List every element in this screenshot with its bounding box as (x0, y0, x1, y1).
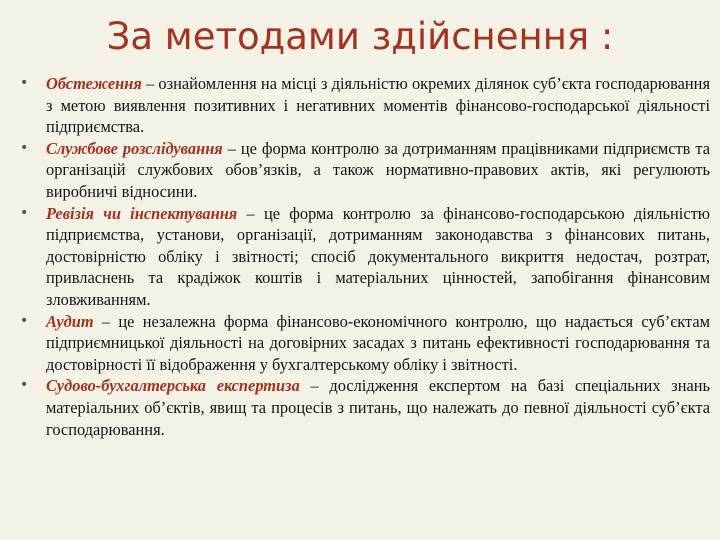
term-label: Судово-бухгалтерська експертиза (46, 376, 300, 396)
term-definition: – це форма контролю за дотриманням працівниками підприємств та організацій службових обов’язків, а також нормативно-правових актів, які регулюють виробничі відносини. (46, 138, 710, 201)
bullet-icon: • (20, 139, 29, 156)
bullet-list (20, 73, 710, 440)
term-label: Ревізія чи інспектування (46, 203, 238, 223)
list-item-audyt (20, 311, 710, 376)
term-definition: – це форма контролю за фінансово-господарською діяльністю підприємства, установи, організації, дотриманням законодавства з фінансових питань, достовірністю обліку і звітності; спосіб документального викриття недостач, розтрат, привласнень та крадіжок коштів і матеріальних цінностей, запобігання фінансовим зловживанням. (46, 203, 711, 309)
bullet-icon: • (20, 75, 29, 91)
term-label: Службове розслідування (46, 138, 223, 158)
list-item-obstezhennia (20, 73, 710, 138)
term-definition: – ознайомлення на місці з діяльністю окремих ділянок суб’єкта господарювання з метою виявлення позитивних і негативних моментів фінансово-господарської діяльності підприємства. (46, 74, 710, 137)
slide-title: За методами здійснення : (106, 15, 614, 58)
bullet-icon: • (20, 312, 29, 329)
bullet-icon: • (20, 204, 29, 221)
term-definition: – це незалежна форма фінансово-економічного контролю, що надається суб’єктам підприємницької діяльності на договірних засадах з питань ефективності господарювання та достовірності її відображення у бухгалтерському обліку і звітності. (46, 311, 710, 374)
term-label: Обстеження (46, 74, 142, 93)
list-item-reviziia (20, 203, 710, 311)
term-definition: – дослідження експертом на базі спеціальних знань матеріальних об’єктів, явищ та процесів з питань, що належать до певної діяльності суб’єкта господарювання. (46, 376, 710, 439)
term-label: Аудит (46, 311, 94, 331)
list-item-sluzhbove-rozsliduvannia (20, 138, 710, 203)
list-item-ekspertyza (20, 375, 710, 440)
bullet-icon: • (20, 377, 29, 394)
